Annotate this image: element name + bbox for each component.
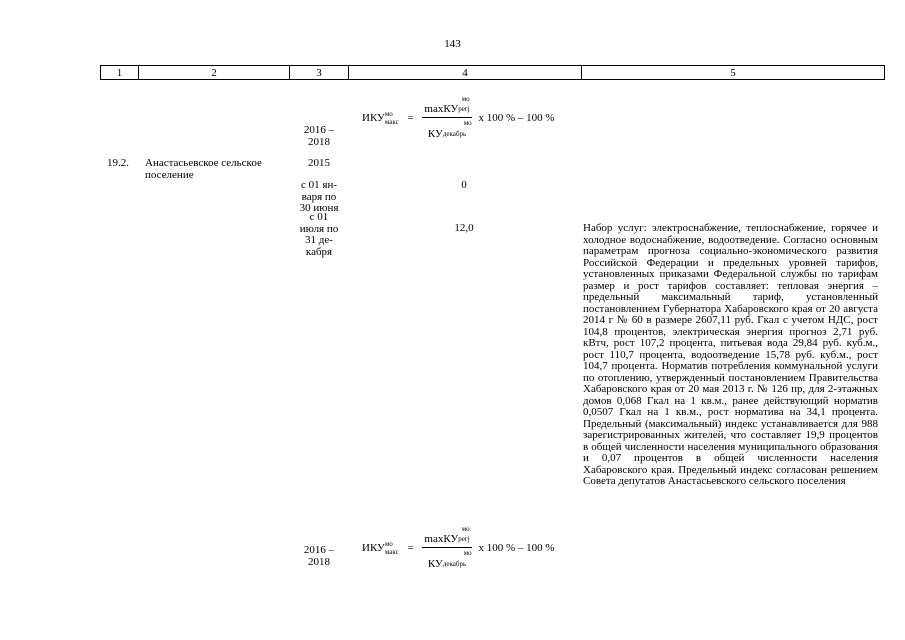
column-header-row [100, 65, 885, 80]
formula-num-sub: рeгj [458, 105, 470, 114]
formula-den-sup: мо [463, 119, 472, 128]
formula-den-sub-2: декабрь [442, 559, 467, 568]
row-year: 2015 [308, 157, 330, 169]
page-number: 143 [444, 38, 461, 50]
formula-lhs-sub-2: макс [384, 547, 399, 556]
formula-denominator [422, 118, 471, 139]
formula-fraction [422, 96, 471, 140]
period-2016-2018-top: 2016 – 2018 [303, 124, 335, 148]
formula-eq: = [407, 111, 414, 124]
header-col-1: 1 [101, 66, 139, 80]
formula-numerator [422, 96, 471, 118]
formula-lhs-main-2: ИКУ [362, 541, 385, 554]
formula-den-sup-2: мо [463, 549, 472, 558]
formula-denominator-2 [422, 548, 471, 569]
formula-tail: x 100 % – 100 % [478, 111, 555, 124]
formula-numerator-2 [422, 526, 471, 548]
formula-num-main-2: maxКУ [424, 533, 459, 546]
formula-fraction-2 [422, 526, 471, 570]
row-description: Набор услуг: электроснабжение, теплоснабжение, горячее и холодное водоснабжение, водоотведение. Согласно основным параметрам прогноза социально-экономического развития Российской Федерации и предельных уровней тарифов, установленных приказами Федеральной службы по тарифам размер и рост тарифов составляет: тепловая энергия – предельный максимальный тариф, установленный постановлением Губернатора Хабаровского края от 20 августа 2014 г № 60 в размере 2607,11 руб. Гкал с учетом НДС, рост 104,8 процентов, электрическая энергия прогноз 2,71 руб. кВтч, рост 107,2 процента, питьевая вода 29,84 руб. куб.м., рост 110,7 процента, водоотведение 15,78 руб. куб.м., рост 104,7 процента. Норматив потребления коммунальной услуги по отоплению, утвержденный постановлением Правительства Хабаровского края от 20 мая 2013 г. № 126 пр, для 2-этажных домов 0,068 Гкал на 1 кв.м., ранее действующий норматив 0,0507 Гкал на 1 кв.м., рост норматива на 34,1 процента. Предельный (максимальный) индекс устанавливается для 988 зарегистрированных жителей, что составляет 19,9 процентов в общей численности населения муниципального образования и 0,07 процентов в общей численности населения Хабаровского края. Предельный индекс согласован решением Совета депутатов Анастасьевского сельского поселения [583, 222, 878, 487]
row-name: Анастасьевское сельское поселение [145, 157, 262, 181]
header-col-5: 5 [582, 66, 885, 80]
formula-den-main: КУ [427, 127, 443, 140]
formula-lhs-sup-2: мо [384, 539, 393, 548]
row-period-1: с 01 ян- варя по 30 июня [299, 179, 339, 214]
formula-bottom [362, 526, 555, 570]
header-col-4: 4 [349, 66, 582, 80]
formula-num-sup: мо [461, 95, 470, 103]
formula-lhs-sup: мо [384, 109, 393, 118]
formula-top [362, 96, 555, 140]
formula-lhs-main: ИКУ [362, 111, 385, 124]
row-value-2: 12,0 [454, 222, 474, 234]
formula-eq-2: = [407, 541, 414, 554]
formula-num-sup-2: мо [461, 525, 470, 533]
formula-num-sub-2: рeгj [458, 535, 470, 544]
header-col-2: 2 [139, 66, 290, 80]
row-number: 19.2. [107, 157, 129, 169]
formula-tail-2: x 100 % – 100 % [478, 541, 555, 554]
formula-lhs-2 [362, 540, 399, 556]
formula-num-main: maxКУ [424, 103, 459, 116]
formula-lhs [362, 110, 399, 126]
formula-den-sub: декабрь [442, 129, 467, 138]
row-value-1: 0 [461, 179, 467, 191]
header-col-3: 3 [290, 66, 349, 80]
row-period-2: с 01 июля по 31 де- кабря [299, 211, 339, 258]
period-2016-2018-bottom: 2016 – 2018 [303, 544, 335, 568]
formula-den-main-2: КУ [427, 557, 443, 570]
formula-lhs-sub: макс [384, 117, 399, 126]
